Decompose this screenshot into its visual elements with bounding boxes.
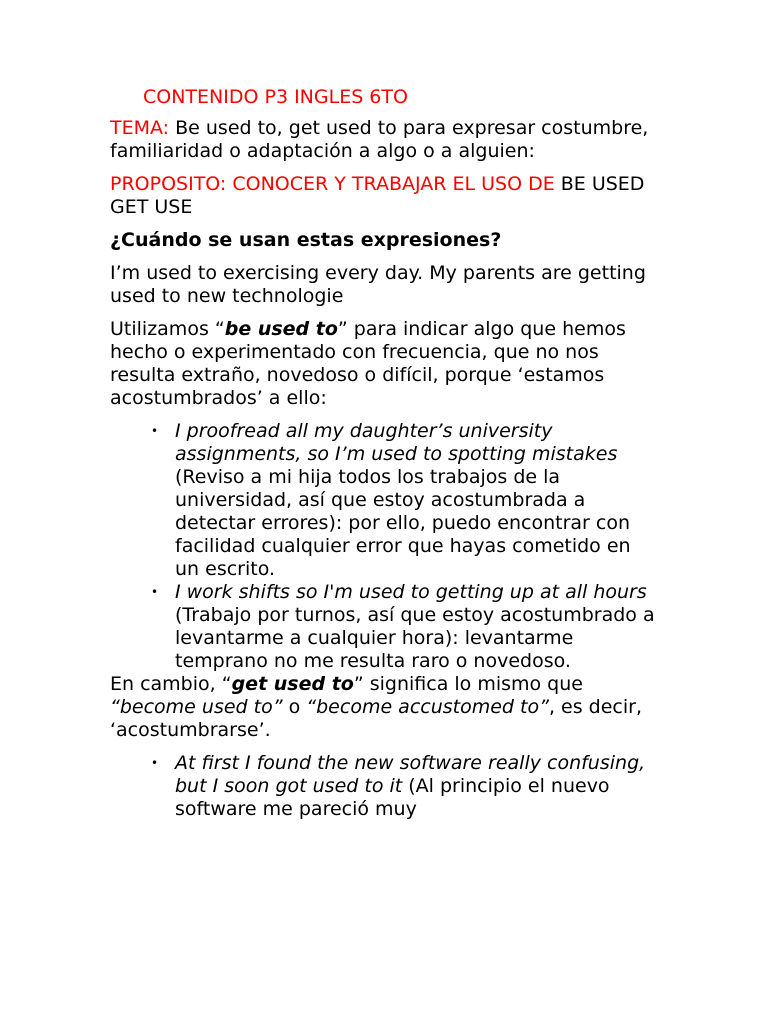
get-used-post: , es decir, ‘acostumbrarse’.	[110, 696, 642, 741]
proposito-label: PROPOSITO: CONOCER Y TRABAJAR EL USO DE	[110, 173, 555, 195]
get-used-mid2: o	[282, 696, 307, 718]
example-english: I proofread all my daughter’s university assignments, so I’m used to spotting mistakes	[175, 420, 618, 465]
bullet-icon: •	[151, 756, 159, 770]
document-title: CONTENIDO P3 INGLES 6TO	[143, 86, 408, 108]
tema-paragraph	[110, 117, 655, 163]
example-spanish: (Reviso a mi hija todos los trabajos de la universidad, así que estoy acostumbrada a detectar errores): por ello, puedo encontrar con facilidad cualquier error que hayas cometido en un escrito.	[175, 466, 631, 580]
example-english: At first I found the new software really confusing, but I soon got used to it	[175, 752, 646, 797]
get-used-term: get used to	[231, 673, 354, 695]
get-used-examples-list	[110, 752, 655, 821]
example-paragraph: I’m used to exercising every day. My parents are getting used to new technologie	[110, 262, 646, 307]
tema-label: TEMA:	[110, 117, 170, 139]
list-item	[151, 581, 655, 673]
list-item	[151, 752, 655, 821]
get-used-mid1: ” significa lo mismo que	[353, 673, 583, 695]
be-used-pre: Utilizamos “	[110, 318, 225, 340]
be-used-paragraph	[110, 318, 655, 410]
example-english: I work shifts so I'm used to getting up at all hours	[175, 581, 647, 603]
example-spanish: (Trabajo por turnos, así que estoy acostumbrado a levantarme a cualquier hora): levantarme temprano no me resulta raro o novedoso.	[175, 604, 655, 672]
bullet-icon: •	[151, 585, 159, 599]
be-used-examples-list	[110, 420, 655, 673]
example-spanish: (Al principio el nuevo software me pareció muy	[175, 775, 610, 820]
tema-text: Be used to, get used to para expresar costumbre, familiaridad o adaptación a algo o a alguien:	[110, 117, 649, 162]
be-used-post: ” para indicar algo que hemos hecho o experimentado con frecuencia, que no nos resulta extraño, novedoso o difícil, porque ‘estamos acostumbrados’ a ello:	[110, 318, 626, 409]
get-used-alt2: “become accustomed to”	[306, 696, 549, 718]
get-used-pre: En cambio, “	[110, 673, 232, 695]
get-used-alt1: “become used to”	[110, 696, 283, 718]
question-heading: ¿Cuándo se usan estas expresiones?	[110, 229, 502, 251]
document-page	[110, 86, 655, 821]
be-used-term: be used to	[224, 318, 338, 340]
proposito-paragraph	[110, 173, 655, 219]
get-used-paragraph	[110, 673, 655, 742]
list-item	[151, 420, 655, 581]
proposito-text: BE USED GET USE	[110, 173, 645, 218]
bullet-icon: •	[151, 424, 159, 438]
